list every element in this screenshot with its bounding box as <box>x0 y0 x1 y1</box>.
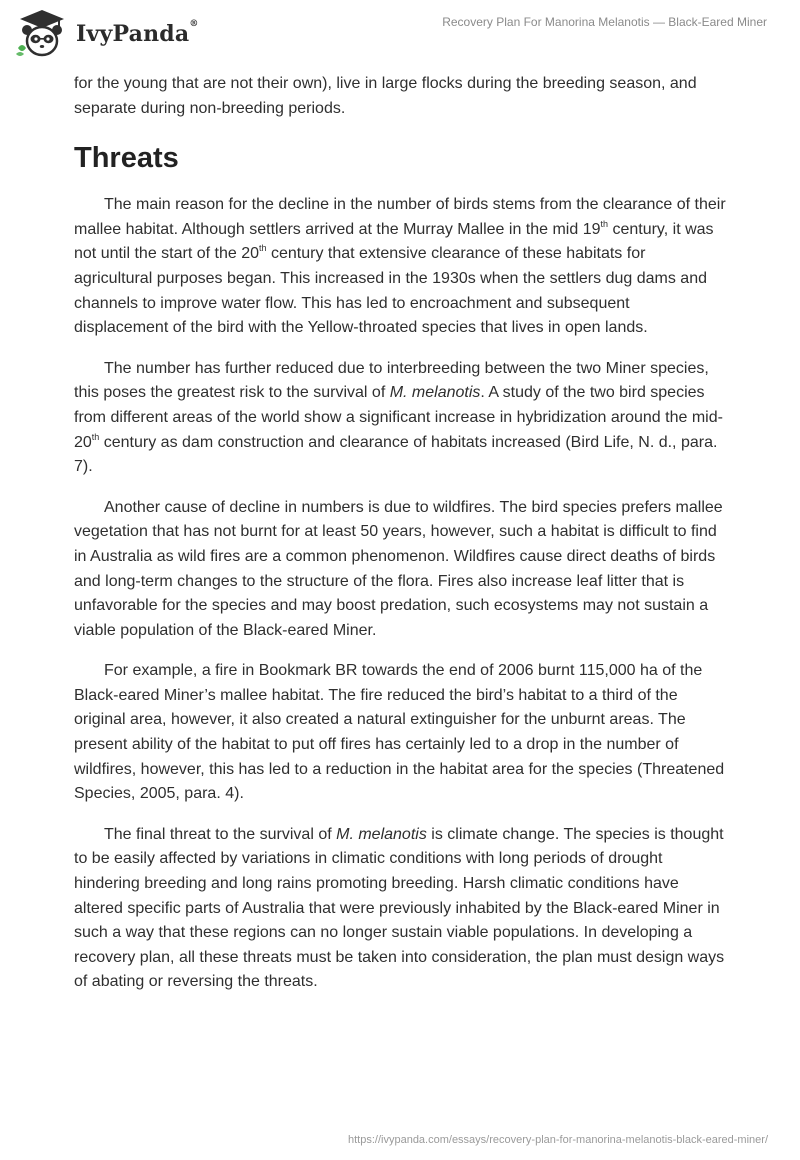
paragraph-2-text-b: . A study of the two bird species from different areas of the world show a significant increase in hybridization around the mid-20 <box>74 384 723 451</box>
brand-text: IvyPanda <box>76 21 190 47</box>
brand-name <box>76 21 199 47</box>
paragraph-1-text-c: century that extensive clearance of these habitats for agricultural purposes began. This increased in the 1930s when the settlers dug dams and channels to improve water flow. This has led to encroachment and subsequent displacement of the bird with the Yellow-throated species that lives in open lands. <box>74 245 707 337</box>
document-title: Recovery Plan For Manorina Melanotis — Black-Eared Miner <box>442 15 767 29</box>
essay-body <box>74 72 726 1011</box>
paragraph-3: Another cause of decline in numbers is due to wildfires. The bird species prefers mallee vegetation that has not burnt for at least 50 years, however, such a habitat is difficult to find in Australia as wild fires are a common phenomenon. Wildfires cause direct deaths of birds and long-term changes to the structure of the flora. Fires also increase leaf litter that is unfavorable for the species and may boost predation, such ecosystems may not sustain a viable population of the Black-eared Miner. <box>74 498 723 639</box>
superscript: th <box>259 243 267 254</box>
paragraph-2-text-c: century as dam construction and clearance of habitats increased (Bird Life, N. d., para. 7). <box>74 433 718 476</box>
paragraph-2-text-a: The number has further reduced due to interbreeding between the two Miner species, this poses the greatest risk to the survival of <box>74 359 709 402</box>
paragraph-4: For example, a fire in Bookmark BR towards the end of 2006 burnt 115,000 ha of the Black-eared Miner’s mallee habitat. The fire reduced the bird’s habitat to a third of the original area, however, it also created a natural extinguisher for the unburnt areas. The present ability of the habitat to put off fires has certainly led to a drop in the number of wildfires, however, this has led to a reduction in the habitat area for the species (Threatened Species, 2005, para. 4). <box>74 662 725 803</box>
species-name: M. melanotis <box>336 825 427 843</box>
page-header <box>0 0 800 68</box>
paragraph-1 <box>74 193 726 341</box>
paragraph-5 <box>74 823 726 995</box>
paragraph-5-text-a: The final threat to the survival of <box>104 825 337 843</box>
species-name: M. melanotis <box>389 384 481 402</box>
ivypanda-logo[interactable] <box>14 8 199 60</box>
paragraph-2 <box>74 357 726 480</box>
panda-graduate-icon <box>14 8 70 60</box>
intro-paragraph: for the young that are not their own), live in large flocks during the breeding season, and separate during non-breeding periods. <box>74 75 697 117</box>
source-url[interactable]: https://ivypanda.com/essays/recovery-plan-for-manorina-melanotis-black-eared-miner/ <box>348 1134 768 1146</box>
superscript: th <box>600 218 609 229</box>
paragraph-1-text-a: The main reason for the decline in the number of birds stems from the clearance of their mallee habitat. Although settlers arrived at the Murray Mallee in the mid 19 <box>74 196 726 238</box>
paragraph-1-text-b: century, it was not until the start of the 20 <box>74 220 714 263</box>
superscript: th <box>91 431 100 442</box>
registered-mark: ® <box>189 19 199 29</box>
section-heading: Threats <box>74 142 179 175</box>
paragraph-5-text-b: is climate change. The species is thought to be easily affected by variations in climatic conditions with long periods of drought hindering breeding and long rains promoting breeding. Harsh climatic conditions have altered specific parts of Australia that were previously inhabited by the Black-eared Miner in such a way that these regions can no longer sustain viable populations. In developing a recovery plan, all these threats must be taken into consideration, the plan must design ways of abating or reversing the threats. <box>74 825 725 991</box>
